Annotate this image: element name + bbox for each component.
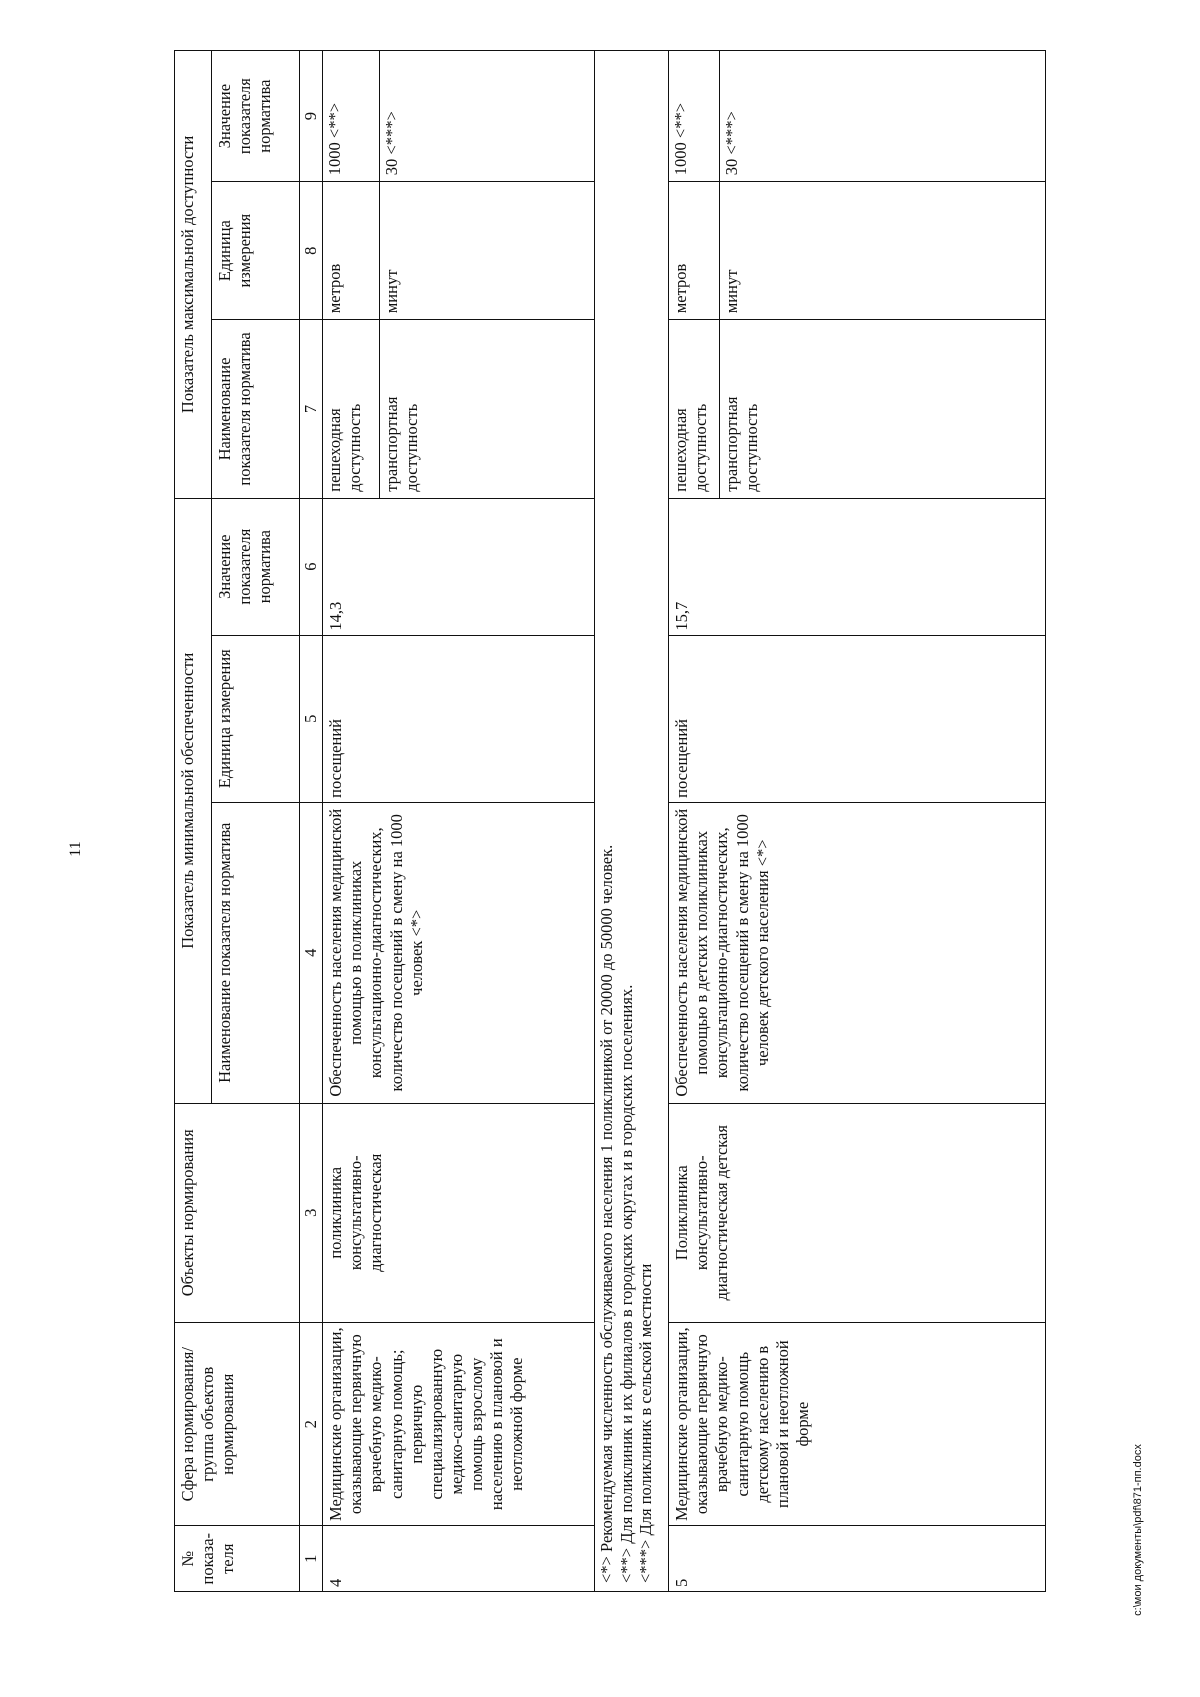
- col-number: 5: [300, 635, 323, 802]
- access-value: 1000 <**>: [323, 51, 380, 181]
- col-number: 4: [300, 802, 323, 1103]
- header-max-unit: Единица измерения: [212, 182, 300, 320]
- row-access-name-cell: [323, 320, 595, 499]
- page-number: 11: [67, 841, 84, 857]
- access-name: пешеходная доступность: [669, 320, 720, 498]
- row-object: поликлиника консультативно-диагностическая: [323, 1103, 595, 1322]
- notes-cell: [595, 51, 669, 1592]
- column-number-row: [300, 51, 323, 1592]
- row-min-unit: посещений: [669, 635, 1046, 802]
- header-max-name: Наименование показателя норматива: [212, 320, 300, 499]
- header-group-max: Показатель максимальной доступности: [175, 51, 212, 499]
- col-number: 3: [300, 1103, 323, 1322]
- header-row-1: [175, 51, 212, 1592]
- header-max-value: Значение показателя норматива: [212, 51, 300, 182]
- access-unit: метров: [323, 182, 380, 319]
- access-value: 30 <***>: [722, 111, 742, 176]
- access-value: 30 <***>: [382, 111, 402, 176]
- col-number: 8: [300, 182, 323, 320]
- access-name: транспортная доступность: [722, 396, 762, 492]
- header-col3: Объекты нормирования: [175, 1103, 300, 1322]
- footnote: <**> Для поликлиник и их филиалов в городских округах и в городских поселениях.: [616, 984, 636, 1583]
- header-min-unit: Единица измерения: [212, 635, 300, 802]
- access-value: 1000 <**>: [669, 51, 720, 181]
- footnote: <***> Для поликлиник в сельской местности: [636, 1263, 656, 1583]
- header-col2: Сфера нормирования/ группа объектов нормирования: [175, 1322, 300, 1526]
- row-access-value-cell: [323, 51, 595, 182]
- access-unit: минут: [382, 269, 402, 314]
- footer-file-path: c:\мои документы\pdf\871-пп.docx: [1132, 1444, 1144, 1616]
- row-min-unit: посещений: [323, 635, 595, 802]
- col-number: 2: [300, 1322, 323, 1526]
- row-access-value-cell: [669, 51, 1046, 182]
- col-number: 9: [300, 51, 323, 182]
- row-object: Поликлиника консультативно-диагностическая детская: [669, 1103, 1046, 1322]
- row-number: 5: [669, 1526, 1046, 1592]
- rotated-table-container: [174, 50, 1046, 1592]
- access-name: пешеходная доступность: [323, 320, 380, 498]
- row-min-value: 15,7: [669, 498, 1046, 635]
- header-min-value: Значение показателя норматива: [212, 498, 300, 635]
- footnote: <*> Рекомендуемая численность обслуживаемого населения 1 поликлиникой от 20000 до 50000 человек.: [597, 844, 617, 1583]
- notes-row: [595, 51, 669, 1592]
- row-access-unit-cell: [323, 182, 595, 320]
- row-min-name: Обеспеченность населения медицинской помощью в поликлиниках консультационно-диагностических, количество посещений в смену на 1000 человек <*>: [323, 802, 595, 1103]
- col-number: 7: [300, 320, 323, 499]
- row-sphere: Медицинские организации, оказывающие первичную врачебную медико-санитарную помощь; первичную специализированную медико-санитарную помощь взрослому населению в плановой и неотложной форме: [323, 1322, 595, 1526]
- row-sphere: Медицинские организации, оказывающие первичную врачебную медико-санитарную помощь детскому населению в плановой и неотложной форме: [669, 1322, 1046, 1526]
- row-min-value: 14,3: [323, 498, 595, 635]
- row-min-name: Обеспеченность населения медицинской помощью в детских поликлиниках консультационно-диагностических, количество посещений в смену на 1000 человек детского населения <*>: [669, 802, 1046, 1103]
- access-unit: метров: [669, 182, 720, 319]
- access-unit: минут: [722, 269, 742, 314]
- header-min-name: Наименование показателя норматива: [212, 802, 300, 1103]
- col-number: 1: [300, 1526, 323, 1592]
- header-col1: № показа-теля: [175, 1526, 300, 1592]
- row-access-unit-cell: [669, 182, 1046, 320]
- table-row: [669, 51, 1046, 1592]
- normative-table: [174, 50, 1046, 1592]
- row-number: 4: [323, 1526, 595, 1592]
- header-group-min: Показатель минимальной обеспеченности: [175, 498, 212, 1103]
- row-access-name-cell: [669, 320, 1046, 499]
- col-number: 6: [300, 498, 323, 635]
- access-name: транспортная доступность: [382, 396, 422, 492]
- table-row: [323, 51, 595, 1592]
